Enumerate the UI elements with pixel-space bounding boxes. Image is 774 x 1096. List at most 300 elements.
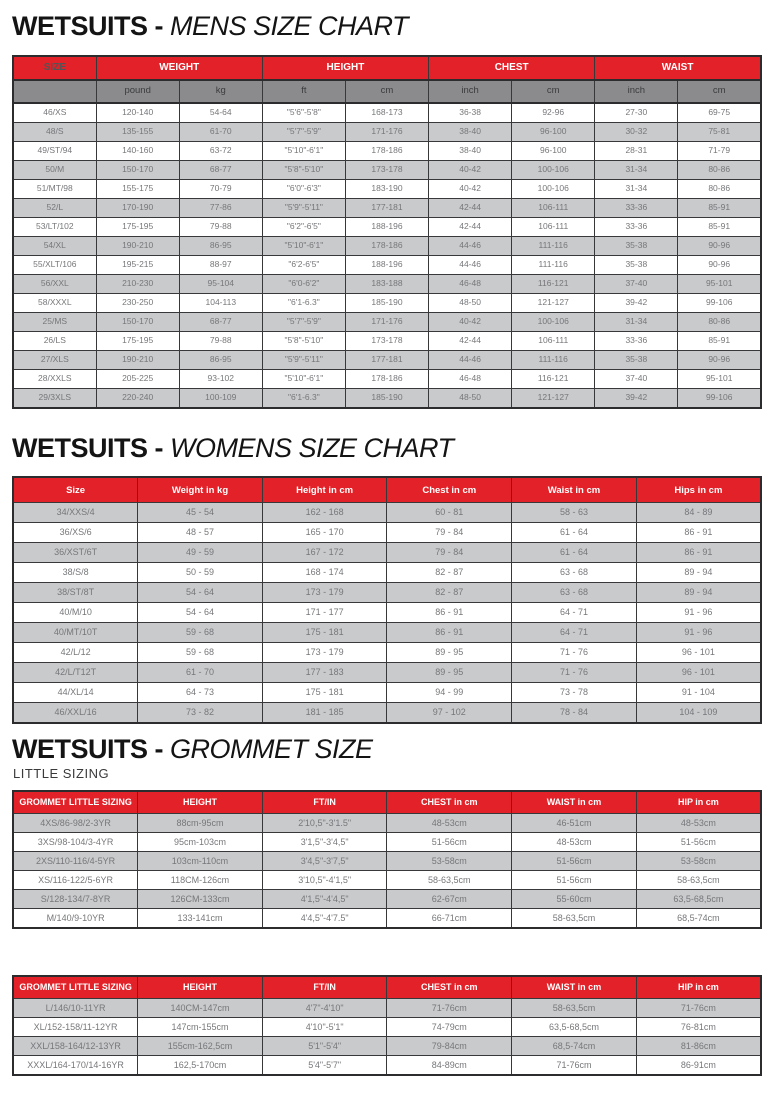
table-cell: 58-63,5cm: [512, 909, 637, 929]
table-cell: 31-34: [595, 160, 678, 179]
table-cell: 106-111: [512, 331, 595, 350]
table-cell: 121-127: [512, 293, 595, 312]
table-cell: 51/MT/98: [13, 179, 96, 198]
table-cell: 175 - 181: [262, 623, 387, 643]
table-cell: 38/ST/8T: [13, 583, 138, 603]
table-cell: 88-97: [179, 255, 262, 274]
table-cell: 58 - 63: [512, 503, 637, 523]
table-cell: 79-88: [179, 331, 262, 350]
table-cell: "5'7"-5'9": [262, 312, 345, 331]
table-cell: 95-104: [179, 274, 262, 293]
table-cell: 79-84cm: [387, 1037, 512, 1056]
table-cell: 103cm-110cm: [138, 852, 263, 871]
table-cell: 177 - 183: [262, 663, 387, 683]
table-cell: 171 - 177: [262, 603, 387, 623]
table-cell: 104-113: [179, 293, 262, 312]
table-cell: 90-96: [678, 255, 761, 274]
table-cell: "5'9"-5'11": [262, 198, 345, 217]
table-cell: 74-79cm: [387, 1018, 512, 1037]
table-cell: 63 - 68: [512, 583, 637, 603]
table-cell: 48-50: [429, 388, 512, 408]
table-cell: 173-178: [345, 160, 428, 179]
table-cell: "5'10"-6'1": [262, 369, 345, 388]
table-cell: 96 - 101: [636, 643, 761, 663]
table-cell: 150-170: [96, 160, 179, 179]
table-body: [13, 999, 761, 1076]
table-cell: 81-86cm: [636, 1037, 761, 1056]
table-cell: 150-170: [96, 312, 179, 331]
table-body: [13, 503, 761, 724]
table-row: [13, 563, 761, 583]
table-cell: L/146/10-11YR: [13, 999, 138, 1018]
table-cell: 39-42: [595, 388, 678, 408]
table-cell: XXXL/164-170/14-16YR: [13, 1056, 138, 1076]
table-cell: 97 - 102: [387, 703, 512, 724]
table-row: [13, 236, 761, 255]
table-cell: 28/XXLS: [13, 369, 96, 388]
table-row: [13, 122, 761, 141]
table-row: [13, 833, 761, 852]
table-cell: 175-195: [96, 217, 179, 236]
table-cell: 73 - 78: [512, 683, 637, 703]
womens-title-prefix: WETSUITS -: [12, 432, 163, 463]
column-header: GROMMET LITTLE SIZING: [13, 791, 138, 814]
table-cell: 37-40: [595, 369, 678, 388]
table-cell: 40-42: [429, 160, 512, 179]
table-cell: 205-225: [96, 369, 179, 388]
table-cell: 48-53cm: [512, 833, 637, 852]
data-table: [12, 476, 762, 724]
table-cell: "5'8"-5'10": [262, 331, 345, 350]
mens-section-title: [12, 12, 762, 42]
table-cell: 37-40: [595, 274, 678, 293]
table-row: [13, 312, 761, 331]
table-cell: 91 - 104: [636, 683, 761, 703]
table-cell: 71 - 76: [512, 663, 637, 683]
table-cell: 111-116: [512, 236, 595, 255]
table-row: [13, 274, 761, 293]
column-group-header: WEIGHT: [96, 56, 262, 80]
table-cell: 68-77: [179, 160, 262, 179]
table-cell: 53/LT/102: [13, 217, 96, 236]
column-header: HEIGHT: [138, 976, 263, 999]
table-cell: 38-40: [429, 141, 512, 160]
table-cell: 178-186: [345, 141, 428, 160]
table-cell: 38-40: [429, 122, 512, 141]
table-cell: 95cm-103cm: [138, 833, 263, 852]
table-row: [13, 814, 761, 833]
table-cell: 104 - 109: [636, 703, 761, 724]
table-row: [13, 890, 761, 909]
table-row: [13, 543, 761, 563]
column-subheader: inch: [429, 80, 512, 103]
table-row: [13, 255, 761, 274]
table-cell: 181 - 185: [262, 703, 387, 724]
table-cell: 50 - 59: [138, 563, 263, 583]
column-header: Chest in cm: [387, 477, 512, 503]
table-cell: 96-100: [512, 141, 595, 160]
table-cell: 85-91: [678, 198, 761, 217]
table-cell: 58/XXXL: [13, 293, 96, 312]
table-body: [13, 103, 761, 408]
table-cell: 99-106: [678, 388, 761, 408]
table-cell: 89 - 94: [636, 583, 761, 603]
table-row: [13, 909, 761, 929]
table-cell: 49/ST/94: [13, 141, 96, 160]
table-cell: 58-63,5cm: [512, 999, 637, 1018]
table-cell: 54-64: [179, 103, 262, 123]
table-cell: 89 - 95: [387, 663, 512, 683]
column-subheader: [13, 80, 96, 103]
table-cell: 48-53cm: [387, 814, 512, 833]
table-cell: 38/S/8: [13, 563, 138, 583]
table-cell: 54 - 64: [138, 603, 263, 623]
grommet-little-size-table: [12, 790, 762, 929]
table-cell: 71 - 76: [512, 643, 637, 663]
table-cell: 86 - 91: [387, 603, 512, 623]
table-cell: 2'10,5"-3'1.5": [262, 814, 387, 833]
table-cell: XS/116-122/5-6YR: [13, 871, 138, 890]
data-table: [12, 55, 762, 409]
table-cell: 190-210: [96, 236, 179, 255]
table-cell: 173 - 179: [262, 643, 387, 663]
table-cell: 89 - 95: [387, 643, 512, 663]
table-cell: 116-121: [512, 274, 595, 293]
table-row: [13, 103, 761, 123]
table-cell: 48-53cm: [636, 814, 761, 833]
table-cell: 46/XXL/16: [13, 703, 138, 724]
table-row: [13, 369, 761, 388]
table-cell: 230-250: [96, 293, 179, 312]
table-row: [13, 871, 761, 890]
table-cell: 177-181: [345, 198, 428, 217]
table-cell: 45 - 54: [138, 503, 263, 523]
table-cell: 40/M/10: [13, 603, 138, 623]
table-cell: "5'10"-6'1": [262, 236, 345, 255]
column-header: GROMMET LITTLE SIZING: [13, 976, 138, 999]
table-cell: 36-38: [429, 103, 512, 123]
table-cell: 111-116: [512, 255, 595, 274]
table-cell: 34/XXS/4: [13, 503, 138, 523]
table-cell: 64 - 71: [512, 623, 637, 643]
data-table: [12, 975, 762, 1076]
column-header: HIP in cm: [636, 791, 761, 814]
table-cell: 46-48: [429, 274, 512, 293]
table-cell: 76-81cm: [636, 1018, 761, 1037]
table-cell: 86-95: [179, 236, 262, 255]
table-cell: 4'10"-5'1": [262, 1018, 387, 1037]
column-header: Waist in cm: [512, 477, 637, 503]
table-cell: 171-176: [345, 312, 428, 331]
table-cell: 3'10,5"-4'1,5": [262, 871, 387, 890]
table-cell: 95-101: [678, 369, 761, 388]
table-cell: 82 - 87: [387, 583, 512, 603]
table-cell: 185-190: [345, 293, 428, 312]
table-row: [13, 583, 761, 603]
table-cell: 178-186: [345, 236, 428, 255]
column-header: HIP in cm: [636, 976, 761, 999]
table-cell: 93-102: [179, 369, 262, 388]
table-cell: 27-30: [595, 103, 678, 123]
table-cell: "5'10"-6'1": [262, 141, 345, 160]
table-cell: 85-91: [678, 217, 761, 236]
column-header: HEIGHT: [138, 791, 263, 814]
table-cell: 195-215: [96, 255, 179, 274]
grommet-big-size-table: [12, 975, 762, 1076]
table-cell: 40/MT/10T: [13, 623, 138, 643]
table-cell: 3XS/98-104/3-4YR: [13, 833, 138, 852]
column-subheader: pound: [96, 80, 179, 103]
table-cell: 79 - 84: [387, 543, 512, 563]
table-cell: 140CM-147cm: [138, 999, 263, 1018]
table-cell: 133-141cm: [138, 909, 263, 929]
table-cell: 175 - 181: [262, 683, 387, 703]
table-row: [13, 643, 761, 663]
table-cell: 51-56cm: [512, 852, 637, 871]
table-cell: S/128-134/7-8YR: [13, 890, 138, 909]
column-header: Weight in kg: [138, 477, 263, 503]
column-header: WAIST in cm: [512, 976, 637, 999]
table-cell: 90-96: [678, 350, 761, 369]
table-cell: 94 - 99: [387, 683, 512, 703]
table-cell: "6'2"-6'5": [262, 217, 345, 236]
table-cell: "6'0-6'2": [262, 274, 345, 293]
table-cell: 155cm-162,5cm: [138, 1037, 263, 1056]
table-cell: 90-96: [678, 236, 761, 255]
header-group-row: [13, 56, 761, 80]
table-cell: 29/3XLS: [13, 388, 96, 408]
table-cell: 42-44: [429, 198, 512, 217]
table-header: [13, 477, 761, 503]
table-cell: 89 - 94: [636, 563, 761, 583]
table-cell: XXL/158-164/12-13YR: [13, 1037, 138, 1056]
table-cell: 170-190: [96, 198, 179, 217]
table-row: [13, 293, 761, 312]
table-cell: 64 - 73: [138, 683, 263, 703]
table-cell: 71-79: [678, 141, 761, 160]
table-cell: 59 - 68: [138, 623, 263, 643]
table-row: [13, 1056, 761, 1076]
womens-title-text: WOMENS SIZE CHART: [170, 432, 454, 463]
column-header: FT/IN: [262, 791, 387, 814]
table-cell: 167 - 172: [262, 543, 387, 563]
table-cell: "5'7"-5'9": [262, 122, 345, 141]
table-row: [13, 603, 761, 623]
table-cell: 48/S: [13, 122, 96, 141]
data-table: [12, 790, 762, 929]
table-cell: 44-46: [429, 255, 512, 274]
table-cell: 35-38: [595, 236, 678, 255]
table-cell: 49 - 59: [138, 543, 263, 563]
table-cell: 68,5-74cm: [512, 1037, 637, 1056]
table-cell: 50/M: [13, 160, 96, 179]
table-cell: 106-111: [512, 217, 595, 236]
table-cell: 91 - 96: [636, 603, 761, 623]
table-cell: 33-36: [595, 198, 678, 217]
table-cell: 64 - 71: [512, 603, 637, 623]
table-cell: 173 - 179: [262, 583, 387, 603]
table-cell: 48-50: [429, 293, 512, 312]
table-cell: 33-36: [595, 217, 678, 236]
table-row: [13, 703, 761, 724]
table-cell: 61 - 70: [138, 663, 263, 683]
table-body: [13, 814, 761, 929]
table-cell: 31-34: [595, 179, 678, 198]
table-cell: 60 - 81: [387, 503, 512, 523]
table-cell: 44/XL/14: [13, 683, 138, 703]
table-cell: 48 - 57: [138, 523, 263, 543]
column-header: CHEST in cm: [387, 791, 512, 814]
table-cell: 53-58cm: [636, 852, 761, 871]
table-cell: 46/XS: [13, 103, 96, 123]
table-cell: 91 - 96: [636, 623, 761, 643]
table-cell: "5'6"-5'8": [262, 103, 345, 123]
table-cell: 66-71cm: [387, 909, 512, 929]
table-row: [13, 852, 761, 871]
table-cell: 46-51cm: [512, 814, 637, 833]
table-cell: 28-31: [595, 141, 678, 160]
column-header: FT/IN: [262, 976, 387, 999]
table-cell: 35-38: [595, 255, 678, 274]
grommet-title-prefix: WETSUITS -: [12, 734, 163, 765]
table-cell: 63,5-68,5cm: [512, 1018, 637, 1037]
table-cell: 71-76cm: [636, 999, 761, 1018]
table-cell: 84 - 89: [636, 503, 761, 523]
table-cell: 168-173: [345, 103, 428, 123]
table-cell: 183-188: [345, 274, 428, 293]
table-row: [13, 179, 761, 198]
table-row: [13, 683, 761, 703]
table-row: [13, 141, 761, 160]
column-subheader: cm: [678, 80, 761, 103]
table-cell: 80-86: [678, 179, 761, 198]
table-cell: 30-32: [595, 122, 678, 141]
table-cell: 188-196: [345, 255, 428, 274]
table-row: [13, 623, 761, 643]
table-cell: 82 - 87: [387, 563, 512, 583]
table-cell: 54/XL: [13, 236, 96, 255]
table-cell: 69-75: [678, 103, 761, 123]
table-cell: 168 - 174: [262, 563, 387, 583]
table-cell: 162,5-170cm: [138, 1056, 263, 1076]
table-cell: 86 - 91: [387, 623, 512, 643]
column-header: Size: [13, 477, 138, 503]
column-subheader: inch: [595, 80, 678, 103]
table-cell: 63,5-68,5cm: [636, 890, 761, 909]
table-cell: 92-96: [512, 103, 595, 123]
table-cell: 185-190: [345, 388, 428, 408]
table-cell: 177-181: [345, 350, 428, 369]
table-cell: 70-79: [179, 179, 262, 198]
table-row: [13, 1018, 761, 1037]
table-cell: 58-63,5cm: [636, 871, 761, 890]
table-cell: 55-60cm: [512, 890, 637, 909]
table-cell: XL/152-158/11-12YR: [13, 1018, 138, 1037]
table-cell: 61 - 64: [512, 543, 637, 563]
table-cell: 68,5-74cm: [636, 909, 761, 929]
table-cell: 36/XST/6T: [13, 543, 138, 563]
table-cell: 40-42: [429, 312, 512, 331]
grommet-section-title: [12, 735, 762, 765]
table-cell: 84-89cm: [387, 1056, 512, 1076]
table-row: [13, 160, 761, 179]
table-cell: 79-88: [179, 217, 262, 236]
table-cell: 44-46: [429, 350, 512, 369]
table-row: [13, 388, 761, 408]
column-header: Hips in cm: [636, 477, 761, 503]
mens-title-prefix: WETSUITS -: [12, 11, 163, 41]
table-header: [13, 791, 761, 814]
column-group-header: HEIGHT: [262, 56, 428, 80]
table-cell: 77-86: [179, 198, 262, 217]
table-cell: 178-186: [345, 369, 428, 388]
table-cell: 147cm-155cm: [138, 1018, 263, 1037]
table-cell: 44-46: [429, 236, 512, 255]
table-cell: 173-178: [345, 331, 428, 350]
table-cell: 95-101: [678, 274, 761, 293]
column-subheader: cm: [512, 80, 595, 103]
table-cell: 135-155: [96, 122, 179, 141]
table-cell: 75-81: [678, 122, 761, 141]
table-cell: 220-240: [96, 388, 179, 408]
table-cell: 46-48: [429, 369, 512, 388]
table-cell: 55/XLT/106: [13, 255, 96, 274]
table-cell: 53-58cm: [387, 852, 512, 871]
table-cell: 80-86: [678, 160, 761, 179]
table-cell: 4'4,5"-4'7.5": [262, 909, 387, 929]
table-cell: 51-56cm: [636, 833, 761, 852]
table-cell: 96-100: [512, 122, 595, 141]
column-subheader: kg: [179, 80, 262, 103]
table-cell: 86 - 91: [636, 543, 761, 563]
table-cell: 71-76cm: [512, 1056, 637, 1076]
table-cell: 5'4"-5'7": [262, 1056, 387, 1076]
table-cell: 121-127: [512, 388, 595, 408]
table-cell: 59 - 68: [138, 643, 263, 663]
table-cell: 56/XXL: [13, 274, 96, 293]
column-header: Height in cm: [262, 477, 387, 503]
table-row: [13, 663, 761, 683]
table-cell: 88cm-95cm: [138, 814, 263, 833]
table-cell: 78 - 84: [512, 703, 637, 724]
table-cell: 85-91: [678, 331, 761, 350]
table-cell: 3'1,5"-3'4,5": [262, 833, 387, 852]
table-cell: 106-111: [512, 198, 595, 217]
table-cell: 155-175: [96, 179, 179, 198]
table-cell: 63-72: [179, 141, 262, 160]
table-cell: 42-44: [429, 331, 512, 350]
table-cell: 52/L: [13, 198, 96, 217]
table-cell: 68-77: [179, 312, 262, 331]
table-cell: 99-106: [678, 293, 761, 312]
table-cell: 40-42: [429, 179, 512, 198]
table-cell: M/140/9-10YR: [13, 909, 138, 929]
table-row: [13, 999, 761, 1018]
table-cell: 25/MS: [13, 312, 96, 331]
table-cell: 51-56cm: [512, 871, 637, 890]
header-row: [13, 791, 761, 814]
header-row: [13, 477, 761, 503]
table-row: [13, 331, 761, 350]
table-cell: 54 - 64: [138, 583, 263, 603]
table-cell: 2XS/110-116/4-5YR: [13, 852, 138, 871]
table-cell: 86-95: [179, 350, 262, 369]
table-cell: 58-63,5cm: [387, 871, 512, 890]
table-cell: 42/L/12: [13, 643, 138, 663]
mens-title-text: MENS SIZE CHART: [170, 11, 409, 41]
table-cell: "6'1-6.3": [262, 293, 345, 312]
table-cell: 51-56cm: [387, 833, 512, 852]
